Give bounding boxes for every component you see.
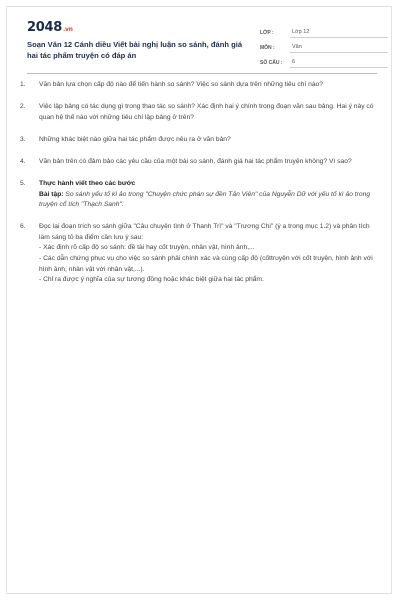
meta-value: Lớp 12 bbox=[290, 29, 388, 38]
site-logo[interactable] bbox=[27, 21, 73, 37]
logo-text: 2048 bbox=[27, 20, 62, 35]
meta-label: LỚP : bbox=[260, 30, 274, 36]
question-number: 2. bbox=[20, 103, 26, 111]
meta-info bbox=[260, 23, 388, 68]
question-text: Những khác biệt nào giữa hai tác phẩm được nêu ra ở văn bản? bbox=[39, 135, 231, 143]
question-text: Đọc lại đoạn trích so sánh giữa "Câu chuyện tình ở Thanh Trì" và "Trương Chi" (ý a trong mục 1.2) và phân tích làm sáng tỏ ba điểm cần lưu ý sau: bbox=[39, 223, 370, 241]
question-item bbox=[20, 135, 376, 146]
meta-row-class bbox=[260, 23, 388, 38]
question-item bbox=[20, 179, 376, 211]
question-item bbox=[20, 157, 376, 168]
meta-value: Văn bbox=[290, 44, 388, 53]
question-text: Văn bản trên có đảm bảo các yêu cầu của một bài so sánh, đánh giá hai tác phẩm truyện không? Vì sao? bbox=[39, 157, 352, 165]
logo-suffix: .vn bbox=[62, 26, 73, 33]
meta-label: MÔN : bbox=[260, 45, 275, 51]
question-list bbox=[20, 80, 376, 297]
meta-value: 6 bbox=[290, 59, 388, 68]
exercise-label: Bài tập: bbox=[39, 190, 64, 198]
meta-label: SỐ CÂU : bbox=[260, 60, 283, 66]
question-number: 6. bbox=[20, 223, 26, 231]
question-item bbox=[20, 80, 376, 91]
bullet-item: - Các dẫn chứng phục vụ cho việc so sánh phải chính xác và cùng cấp độ (cốttruyện với cốt truyện, hình ảnh với hình ảnh, nhân vật với nhân vật,...). bbox=[39, 255, 373, 273]
question-item bbox=[20, 102, 376, 123]
question-number: 1. bbox=[20, 81, 26, 88]
bullet-item: - Xác định rõ cấp độ so sánh: đề tài hay cốt truyện, nhân vật, hình ảnh,... bbox=[39, 244, 255, 252]
question-heading: Thực hành viết theo các bước bbox=[39, 179, 136, 187]
question-text: So sánh yếu tố kì ảo trong "Chuyện chức phán sự đền Tản Viên" của Nguyễn Dữ với yếu tố kì ảo trong truyện cổ tích "Thạch Sanh". bbox=[39, 190, 371, 209]
question-item bbox=[20, 222, 376, 286]
question-text: Văn bản lựa chọn cấp độ nào để tiến hành so sánh? Việc so sánh dựa trên những tiêu chí nào? bbox=[39, 81, 323, 88]
question-number: 5. bbox=[20, 179, 26, 187]
header-divider bbox=[27, 73, 377, 74]
worksheet-header bbox=[27, 21, 387, 67]
page-title: Soạn Văn 12 Cánh diều Viết bài nghị luận so sánh, đánh giá hai tác phẩm truyện có đáp án bbox=[27, 40, 243, 60]
bullet-item: - Chỉ ra được ý nghĩa của sự tương đồng hoặc khác biệt giữa hai tác phẩm. bbox=[39, 276, 264, 284]
meta-row-count bbox=[260, 53, 388, 68]
meta-row-subject bbox=[260, 38, 388, 53]
question-text: Việc lập bảng có tác dụng gì trong thao tác so sánh? Xác định hai ý chính trong đoạn văn sau bảng. Hai ý này có quan hệ thế nào với những tiêu chí lập bảng ở trên? bbox=[39, 103, 374, 121]
question-number: 4. bbox=[20, 157, 26, 165]
question-number: 3. bbox=[20, 135, 26, 143]
